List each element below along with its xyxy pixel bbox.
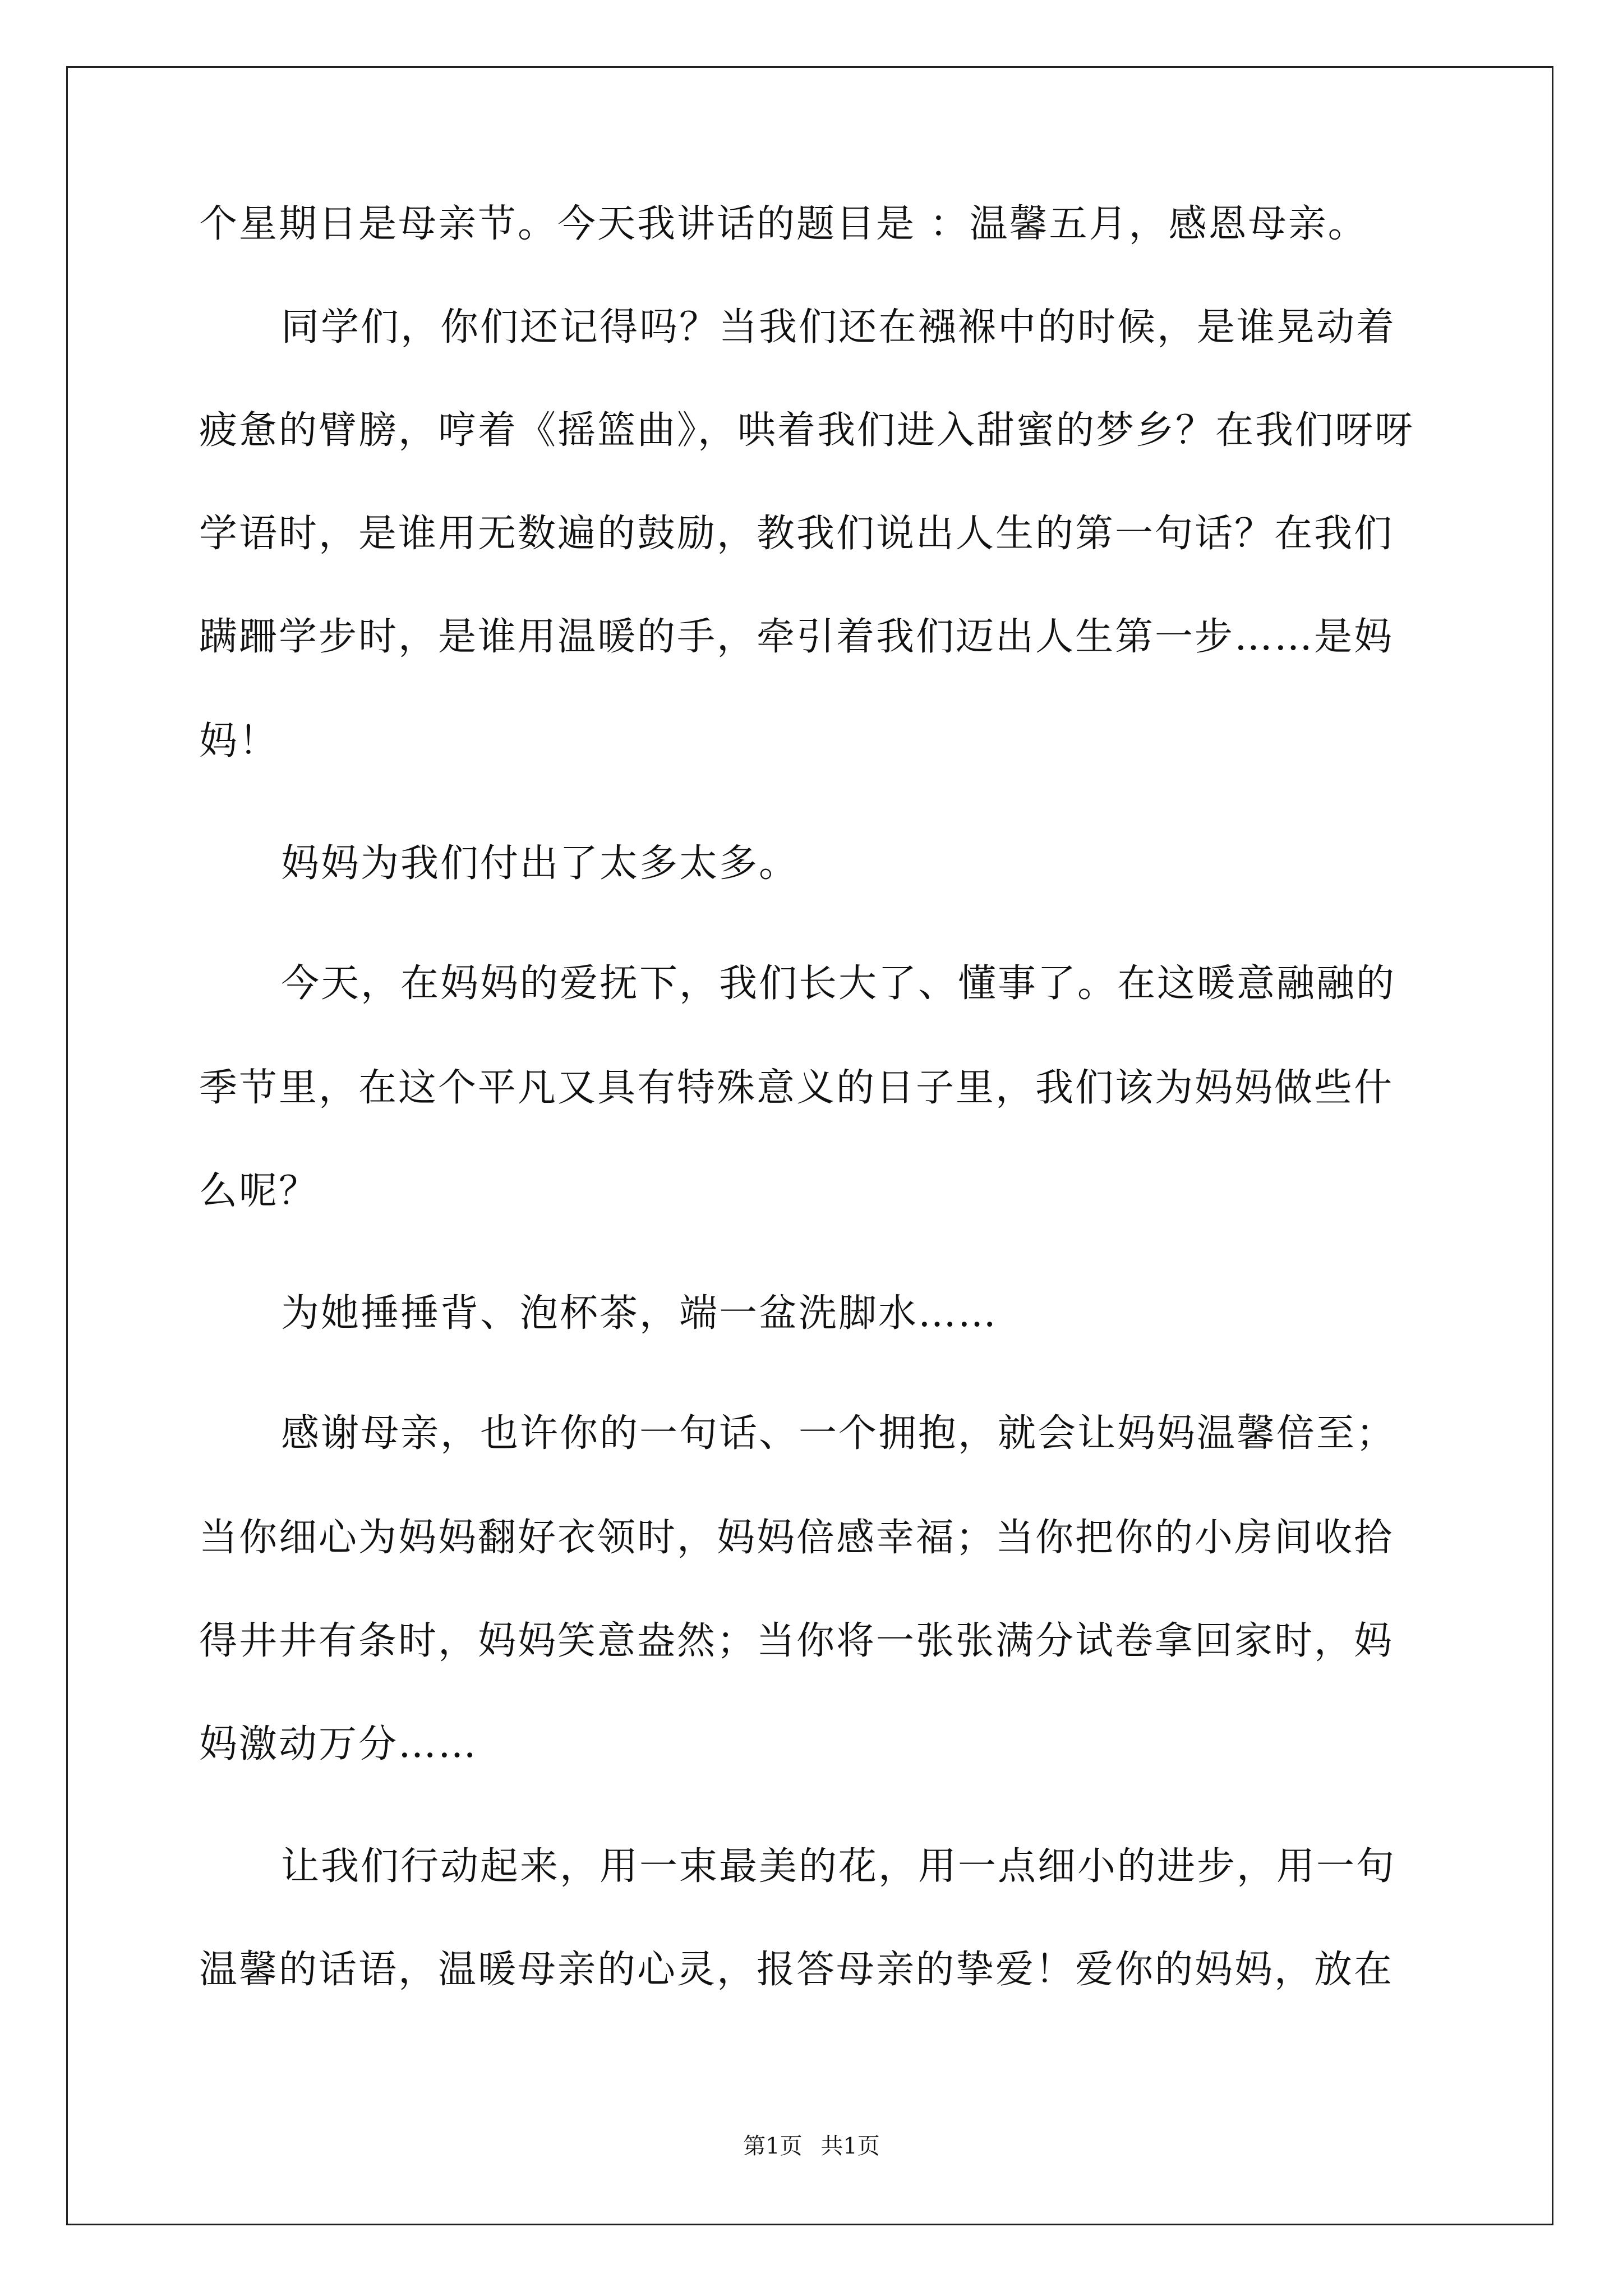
- text-line: 得井井有条时，妈妈笑意盎然；当你将一张张满分试卷拿回家时，妈: [199, 1619, 1394, 1663]
- paragraph-first-line: 今天，在妈妈的爱抚下，我们长大了、懂事了。在这暖意融融的: [281, 961, 1396, 1006]
- text-line: 季节里，在这个平凡又具有特殊意义的日子里，我们该为妈妈做些什: [199, 1066, 1394, 1110]
- page-footer: [0, 2129, 1623, 2163]
- text-line: 妈激动万分……: [199, 1722, 478, 1766]
- text-line: 妈！: [199, 719, 279, 763]
- text-line: 蹒跚学步时，是谁用温暖的手，牵引着我们迈出人生第一步……是妈: [199, 615, 1394, 659]
- text-line: 当你细心为妈妈翻好衣领时，妈妈倍感幸福；当你把你的小房间收拾: [199, 1516, 1394, 1560]
- text-line: 学语时，是谁用无数遍的鼓励，教我们说出人生的第一句话？在我们: [199, 512, 1394, 556]
- page-total: 共1页: [820, 2133, 880, 2159]
- text-line: 温馨的话语，温暖母亲的心灵，报答母亲的挚爱！爱你的妈妈，放在: [199, 1948, 1394, 1992]
- paragraph-first-line: 让我们行动起来，用一束最美的花，用一点细小的进步，用一句: [281, 1844, 1396, 1889]
- paragraph-first-line: 同学们，你们还记得吗？当我们还在襁褓中的时候，是谁晃动着: [281, 305, 1396, 349]
- text-line: 疲惫的臂膀，哼着《摇篮曲》，哄着我们进入甜蜜的梦乡？在我们呀呀: [199, 408, 1415, 453]
- text-line: 么呢？: [199, 1169, 319, 1213]
- text-line: 个星期日是母亲节。今天我讲话的题目是 ：温馨五月，感恩母亲。: [199, 202, 1368, 246]
- paragraph-first-line: 妈妈为我们付出了太多太多。: [281, 841, 799, 886]
- page-number: 第1页: [743, 2133, 803, 2159]
- paragraph-first-line: 为她捶捶背、泡杯茶，端一盆洗脚水……: [281, 1291, 998, 1336]
- page-border: [66, 66, 1553, 2225]
- paragraph-first-line: 感谢母亲，也许你的一句话、一个拥抱，就会让妈妈温馨倍至；: [281, 1411, 1396, 1456]
